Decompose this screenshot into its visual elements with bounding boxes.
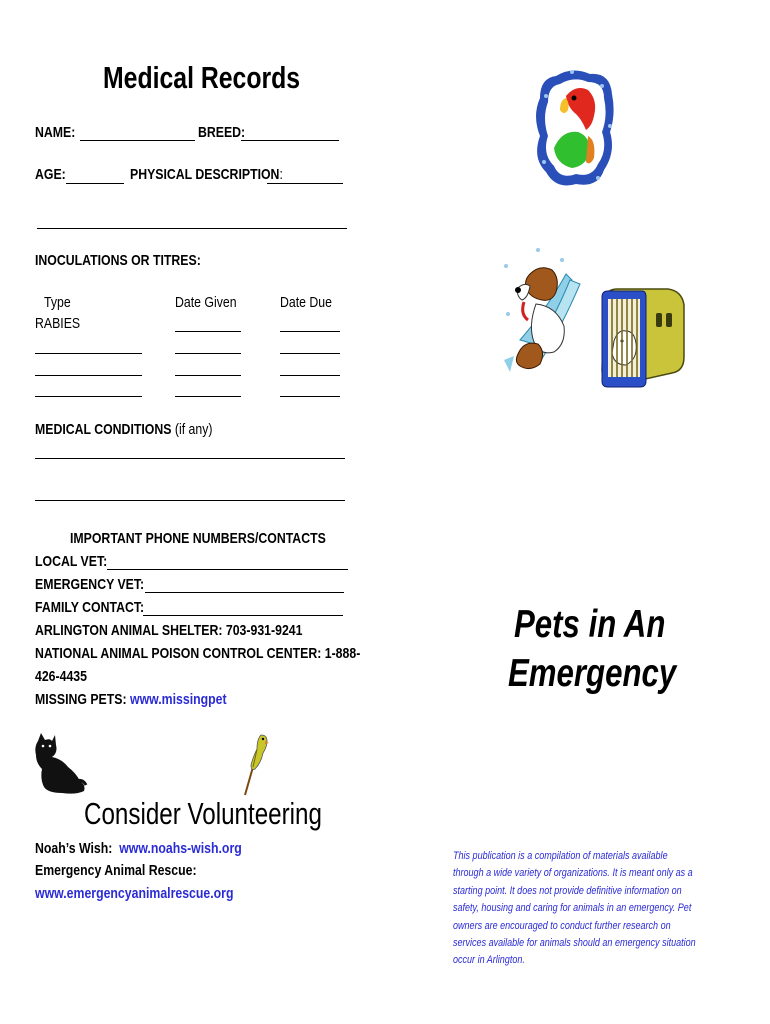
animal-shelter-contact: ARLINGTON ANIMAL SHELTER: 703-931-9241 [35, 622, 303, 639]
inoculations-heading: INOCULATIONS OR TITRES: [35, 252, 201, 269]
rabies-date-given-field[interactable] [175, 331, 241, 332]
date-given-field-2[interactable] [175, 353, 241, 354]
name-field[interactable] [80, 140, 195, 141]
volunteer-heading: Consider Volunteering [84, 796, 322, 831]
date-due-field-3[interactable] [280, 375, 340, 376]
column-date-due: Date Due [280, 294, 332, 311]
age-field[interactable] [66, 183, 124, 184]
physical-description-extra-line[interactable] [37, 228, 347, 229]
breed-field[interactable] [241, 140, 339, 141]
date-given-field-4[interactable] [175, 396, 241, 397]
poison-control-contact-line2: 426-4435 [35, 668, 87, 685]
pet-carrier-clipart-icon [596, 285, 688, 389]
column-type: Type [44, 294, 71, 311]
contacts-heading: IMPORTANT PHONE NUMBERS/CONTACTS [70, 530, 326, 547]
dog-clipart-icon [500, 244, 584, 390]
cover-title-line1: Pets in An [514, 603, 666, 646]
emergency-animal-rescue-link[interactable]: www.emergencyanimalrescue.org [35, 885, 234, 902]
family-contact-label: FAMILY CONTACT: [35, 599, 145, 616]
type-field-3[interactable] [35, 375, 142, 376]
local-vet-field[interactable] [107, 569, 348, 570]
physical-description-label: PHYSICAL DESCRIPTION: [130, 166, 283, 183]
local-vet-label: LOCAL VET: [35, 553, 108, 570]
missing-pets-contact: MISSING PETS: www.missingpet [35, 691, 227, 708]
cat-clipart-icon [32, 733, 87, 795]
medical-conditions-field-2[interactable] [35, 500, 345, 501]
emergency-vet-field[interactable] [145, 592, 344, 593]
noahs-wish-contact: Noah’s Wish: www.noahs-wish.org [35, 840, 242, 857]
poison-control-contact-line1: NATIONAL ANIMAL POISON CONTROL CENTER: 1-888- [35, 645, 361, 662]
medical-conditions-label: MEDICAL CONDITIONS (if any) [35, 421, 213, 438]
missing-pets-link[interactable]: www.missingpet [130, 691, 227, 708]
date-due-field-2[interactable] [280, 353, 340, 354]
rabies-date-due-field[interactable] [280, 331, 340, 332]
date-given-field-3[interactable] [175, 375, 241, 376]
disclaimer-text: This publication is a compilation of materials available through a wide variety of organizations. It is meant only as a starting point. It does not provide definitive information on safety, housing and caring for animals in an emergency. Pet owners are encouraged to conduct further research on services available for animals should an emergency situation occur in Arlington. [453, 850, 696, 967]
medical-conditions-field-1[interactable] [35, 458, 345, 459]
type-field-4[interactable] [35, 396, 142, 397]
parrot-clipart-icon [532, 66, 616, 190]
type-field-2[interactable] [35, 353, 142, 354]
breed-label: BREED: [198, 124, 246, 141]
date-due-field-4[interactable] [280, 396, 340, 397]
emergency-animal-rescue-label: Emergency Animal Rescue: [35, 862, 197, 879]
emergency-vet-label: EMERGENCY VET: [35, 576, 145, 593]
cover-title-line2: Emergency [508, 652, 677, 695]
rabies-label: RABIES [35, 315, 81, 332]
family-contact-field[interactable] [143, 615, 343, 616]
physical-description-field[interactable] [267, 183, 343, 184]
noahs-wish-link[interactable]: www.noahs-wish.org [119, 840, 242, 857]
page-title: Medical Records [103, 60, 301, 95]
name-label: NAME: [35, 124, 76, 141]
age-label: AGE: [35, 166, 66, 183]
column-date-given: Date Given [175, 294, 237, 311]
parakeet-clipart-icon [243, 733, 271, 795]
